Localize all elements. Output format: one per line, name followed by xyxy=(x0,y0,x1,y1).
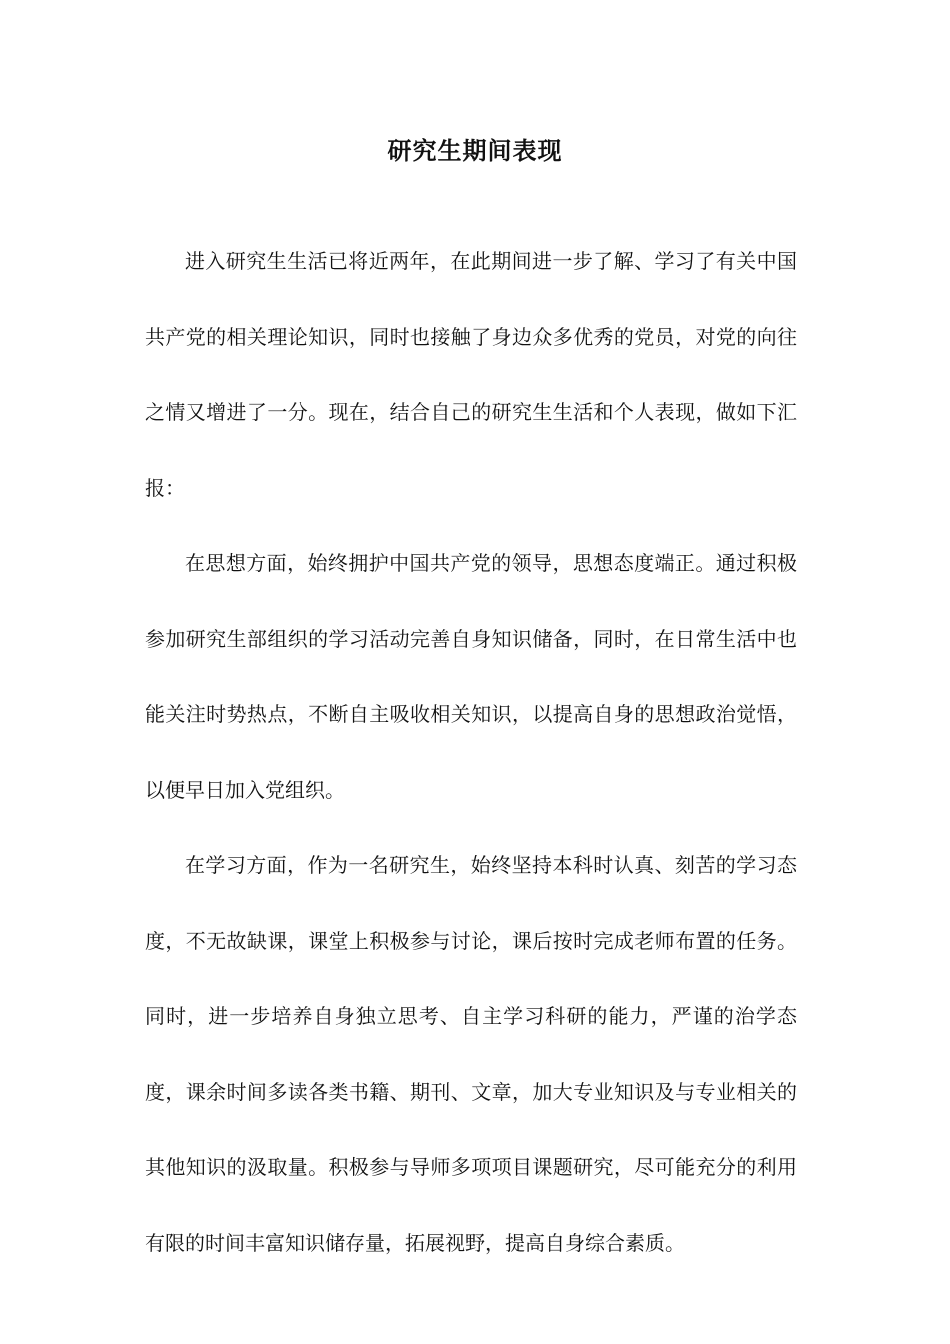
paragraph-study: 在学习方面，作为一名研究生，始终坚持本科时认真、刻苦的学习态度，不无故缺课，课堂上积极参与讨论，课后按时完成老师布置的任务。同时，进一步培养自身独立思考、自主学习科研的能力，严谨的治学态度，课余时间多读各类书籍、期刊、文章，加大专业知识及与专业相关的其他知识的汲取量。积极参与导师多项项目课题研究，尽可能充分的利用有限的时间丰富知识储存量，拓展视野，提高自身综合素质。 xyxy=(145,853,797,1255)
document-body xyxy=(145,224,797,1281)
document-title: 研究生期间表现 xyxy=(387,137,563,165)
paragraph-thought: 在思想方面，始终拥护中国共产党的领导，思想态度端正。通过积极参加研究生部组织的学习活动完善自身知识储备，同时，在日常生活中也能关注时势热点，不断自主吸收相关知识，以提高自身的思想政治觉悟，以便早日加入党组织。 xyxy=(145,551,797,802)
paragraph-intro: 进入研究生生活已将近两年，在此期间进一步了解、学习了有关中国共产党的相关理论知识，同时也接触了身边众多优秀的党员，对党的向往之情又增进了一分。现在，结合自己的研究生生活和个人表现，做如下汇报： xyxy=(145,249,797,500)
